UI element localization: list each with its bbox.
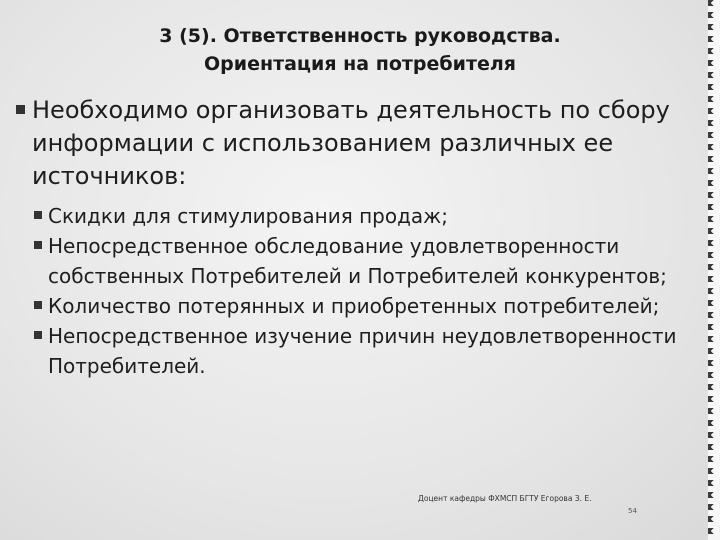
square-bullet-icon <box>34 301 42 309</box>
sub-bullet-item <box>14 291 682 321</box>
footer-author: Доцент кафедры ФХМСП БГТУ Егорова З. Е. <box>418 494 592 503</box>
sub-bullet-item <box>14 231 682 291</box>
page-number: 54 <box>628 507 637 515</box>
sub-bullet-item <box>14 321 682 381</box>
main-bullet-item <box>14 94 682 193</box>
square-bullet-icon <box>34 211 42 219</box>
slide-title-line-2: Ориентация на потребителя <box>204 53 516 75</box>
sub-bullet-text: Непосредственное обследование удовлетворенности собственных Потребителей и Потребителей конкурентов; <box>48 234 667 288</box>
sub-bullet-text: Количество потерянных и приобретенных потребителей; <box>48 294 660 318</box>
sub-bullet-item <box>14 201 682 231</box>
square-bullet-icon <box>34 331 42 339</box>
sub-bullet-list <box>14 201 682 381</box>
square-bullet-icon <box>16 105 25 114</box>
main-bullet-text: Необходимо организовать деятельность по сбору информации с использованием различных ее источников: <box>32 96 670 190</box>
sub-bullet-text: Непосредственное изучение причин неудовлетворенности Потребителей. <box>48 324 677 378</box>
slide-title <box>60 22 660 78</box>
square-bullet-icon <box>34 241 42 249</box>
decorative-zigzag-border <box>708 0 720 540</box>
slide-title-line-1: 3 (5). Ответственность руководства. <box>159 25 561 47</box>
sub-bullet-text: Скидки для стимулирования продаж; <box>48 204 448 228</box>
slide-content <box>14 94 682 381</box>
